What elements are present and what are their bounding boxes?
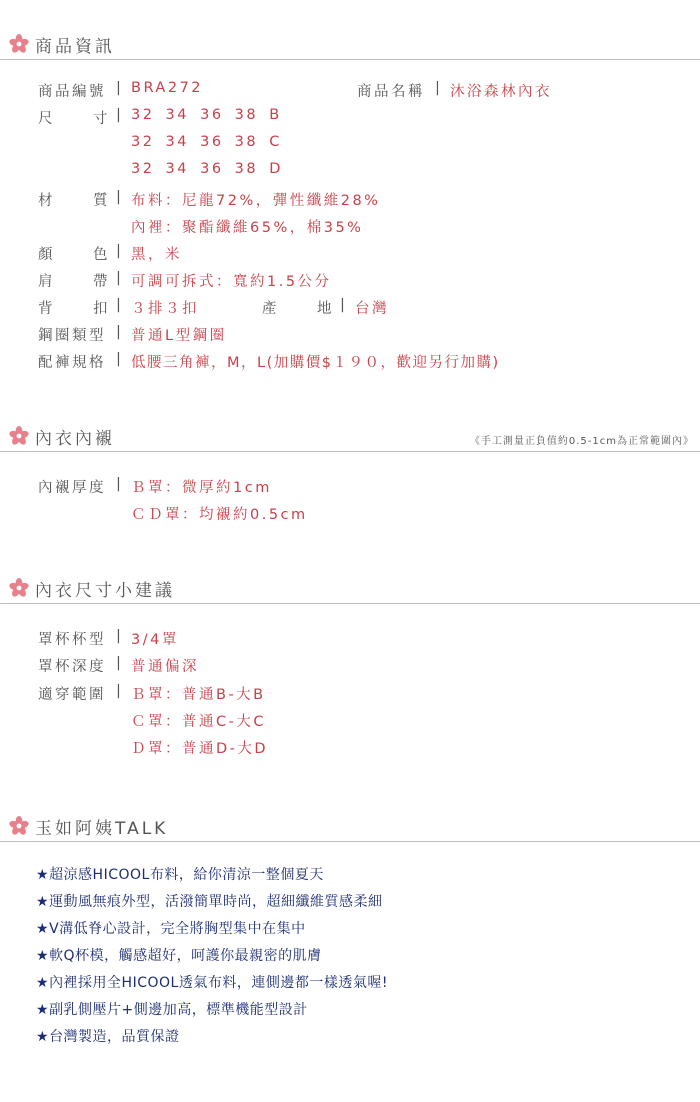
hook-value: ３排３扣 bbox=[131, 301, 199, 317]
flower-icon bbox=[9, 816, 29, 836]
separator: | bbox=[116, 189, 124, 205]
separator: | bbox=[116, 628, 124, 644]
star-icon: ★ bbox=[36, 975, 50, 991]
fit-range-value: Ｂ罩：普通B-大B bbox=[131, 687, 266, 703]
separator: | bbox=[116, 351, 124, 367]
material-value: 布料：尼龍72%，彈性纖維28% bbox=[131, 193, 381, 209]
separator: | bbox=[116, 297, 124, 313]
star-icon: ★ bbox=[36, 948, 50, 964]
size-value: 32 34 36 38 C bbox=[131, 134, 282, 150]
cup-type-value: 3/4罩 bbox=[131, 632, 179, 648]
measurement-note: 《手工測量正負值約0.5-1cm為正常範圍內》 bbox=[469, 436, 694, 447]
strap-value: 可調可拆式：寬約1.5公分 bbox=[131, 274, 332, 290]
section-header-product-info bbox=[0, 30, 700, 60]
separator: | bbox=[116, 324, 124, 340]
label-char: 地 bbox=[317, 301, 334, 317]
wire-value: 普通L型鋼圈 bbox=[131, 328, 227, 344]
talk-item: ★副乳側壓片+側邊加高，標準機能型設計 bbox=[36, 1002, 308, 1018]
section-header-talk bbox=[0, 812, 700, 842]
label-char: 產 bbox=[262, 301, 279, 317]
flower-icon bbox=[9, 426, 29, 446]
section-title: 玉如阿姨TALK bbox=[35, 819, 169, 839]
fit-range-value: Ｃ罩：普通C-大C bbox=[131, 714, 266, 730]
label bbox=[262, 297, 334, 318]
talk-item: ★運動風無痕外型，活潑簡單時尚，超細纖維質感柔細 bbox=[36, 894, 383, 910]
product-name-value: 沐浴森林內衣 bbox=[450, 84, 552, 100]
separator: | bbox=[116, 270, 124, 286]
talk-item: ★V溝低脊心設計，完全將胸型集中在集中 bbox=[36, 921, 306, 937]
label-char: 扣 bbox=[93, 301, 110, 317]
talk-item: ★軟Q杯模，觸感超好，呵護你最親密的肌膚 bbox=[36, 948, 322, 964]
star-icon: ★ bbox=[36, 921, 50, 937]
label bbox=[38, 189, 110, 210]
label-char: 寸 bbox=[93, 111, 110, 127]
section-title: 商品資訊 bbox=[35, 37, 115, 57]
label: 適穿範圍 bbox=[38, 687, 106, 703]
separator: | bbox=[116, 655, 124, 671]
star-icon: ★ bbox=[36, 1029, 50, 1045]
label-char: 質 bbox=[93, 193, 110, 209]
separator: | bbox=[116, 476, 124, 492]
label-char: 尺 bbox=[38, 111, 55, 127]
thickness-value: ＣＤ罩：均襯約0.5cm bbox=[131, 507, 308, 523]
label: 內襯厚度 bbox=[38, 480, 106, 496]
label: 配褲規格 bbox=[38, 355, 106, 371]
star-icon: ★ bbox=[36, 1002, 50, 1018]
fit-range-value: Ｄ罩：普通D-大D bbox=[131, 741, 269, 757]
talk-item: ★超涼感HICOOL布料，給你清涼一整個夏天 bbox=[36, 867, 324, 883]
label: 罩杯杯型 bbox=[38, 632, 106, 648]
label-char: 色 bbox=[93, 247, 110, 263]
label-char: 帶 bbox=[93, 274, 110, 290]
label-char: 材 bbox=[38, 193, 55, 209]
size-value: 32 34 36 38 B bbox=[131, 107, 282, 123]
separator: | bbox=[116, 243, 124, 259]
flower-icon bbox=[9, 34, 29, 54]
label bbox=[38, 270, 110, 291]
section-title: 內衣尺寸小建議 bbox=[35, 581, 175, 601]
separator: | bbox=[340, 297, 348, 313]
label-char: 肩 bbox=[38, 274, 55, 290]
label-char: 顏 bbox=[38, 247, 55, 263]
flower-icon bbox=[9, 578, 29, 598]
label: 鋼圈類型 bbox=[38, 328, 106, 344]
cup-depth-value: 普通偏深 bbox=[131, 659, 199, 675]
label-char: 背 bbox=[38, 301, 55, 317]
talk-item: ★台灣製造，品質保證 bbox=[36, 1029, 180, 1045]
section-header-lining bbox=[0, 422, 700, 452]
label: 商品編號 bbox=[38, 84, 106, 100]
color-value: 黑，米 bbox=[131, 247, 182, 263]
section-header-size-tips bbox=[0, 574, 700, 604]
material-value: 內裡：聚酯纖維65%，棉35% bbox=[131, 220, 364, 236]
size-value: 32 34 36 38 D bbox=[131, 161, 283, 177]
label bbox=[38, 297, 110, 318]
section-title: 內衣內襯 bbox=[35, 429, 115, 449]
separator: | bbox=[435, 80, 443, 96]
label: 商品名稱 bbox=[357, 84, 425, 100]
separator: | bbox=[116, 80, 124, 96]
talk-item: ★內裡採用全HICOOL透氣布料，連側邊都一樣透氣喔! bbox=[36, 975, 388, 991]
star-icon: ★ bbox=[36, 894, 50, 910]
separator: | bbox=[116, 683, 124, 699]
label: 罩杯深度 bbox=[38, 659, 106, 675]
separator: | bbox=[116, 107, 124, 123]
thickness-value: Ｂ罩：微厚約1cm bbox=[131, 480, 272, 496]
origin-value: 台灣 bbox=[355, 301, 389, 317]
star-icon: ★ bbox=[36, 867, 50, 883]
label bbox=[38, 107, 110, 128]
panty-value: 低腰三角褲，M，L(加購價$１９０，歡迎另行加購) bbox=[131, 355, 500, 371]
product-code-value: BRA272 bbox=[131, 80, 204, 96]
label bbox=[38, 243, 110, 264]
